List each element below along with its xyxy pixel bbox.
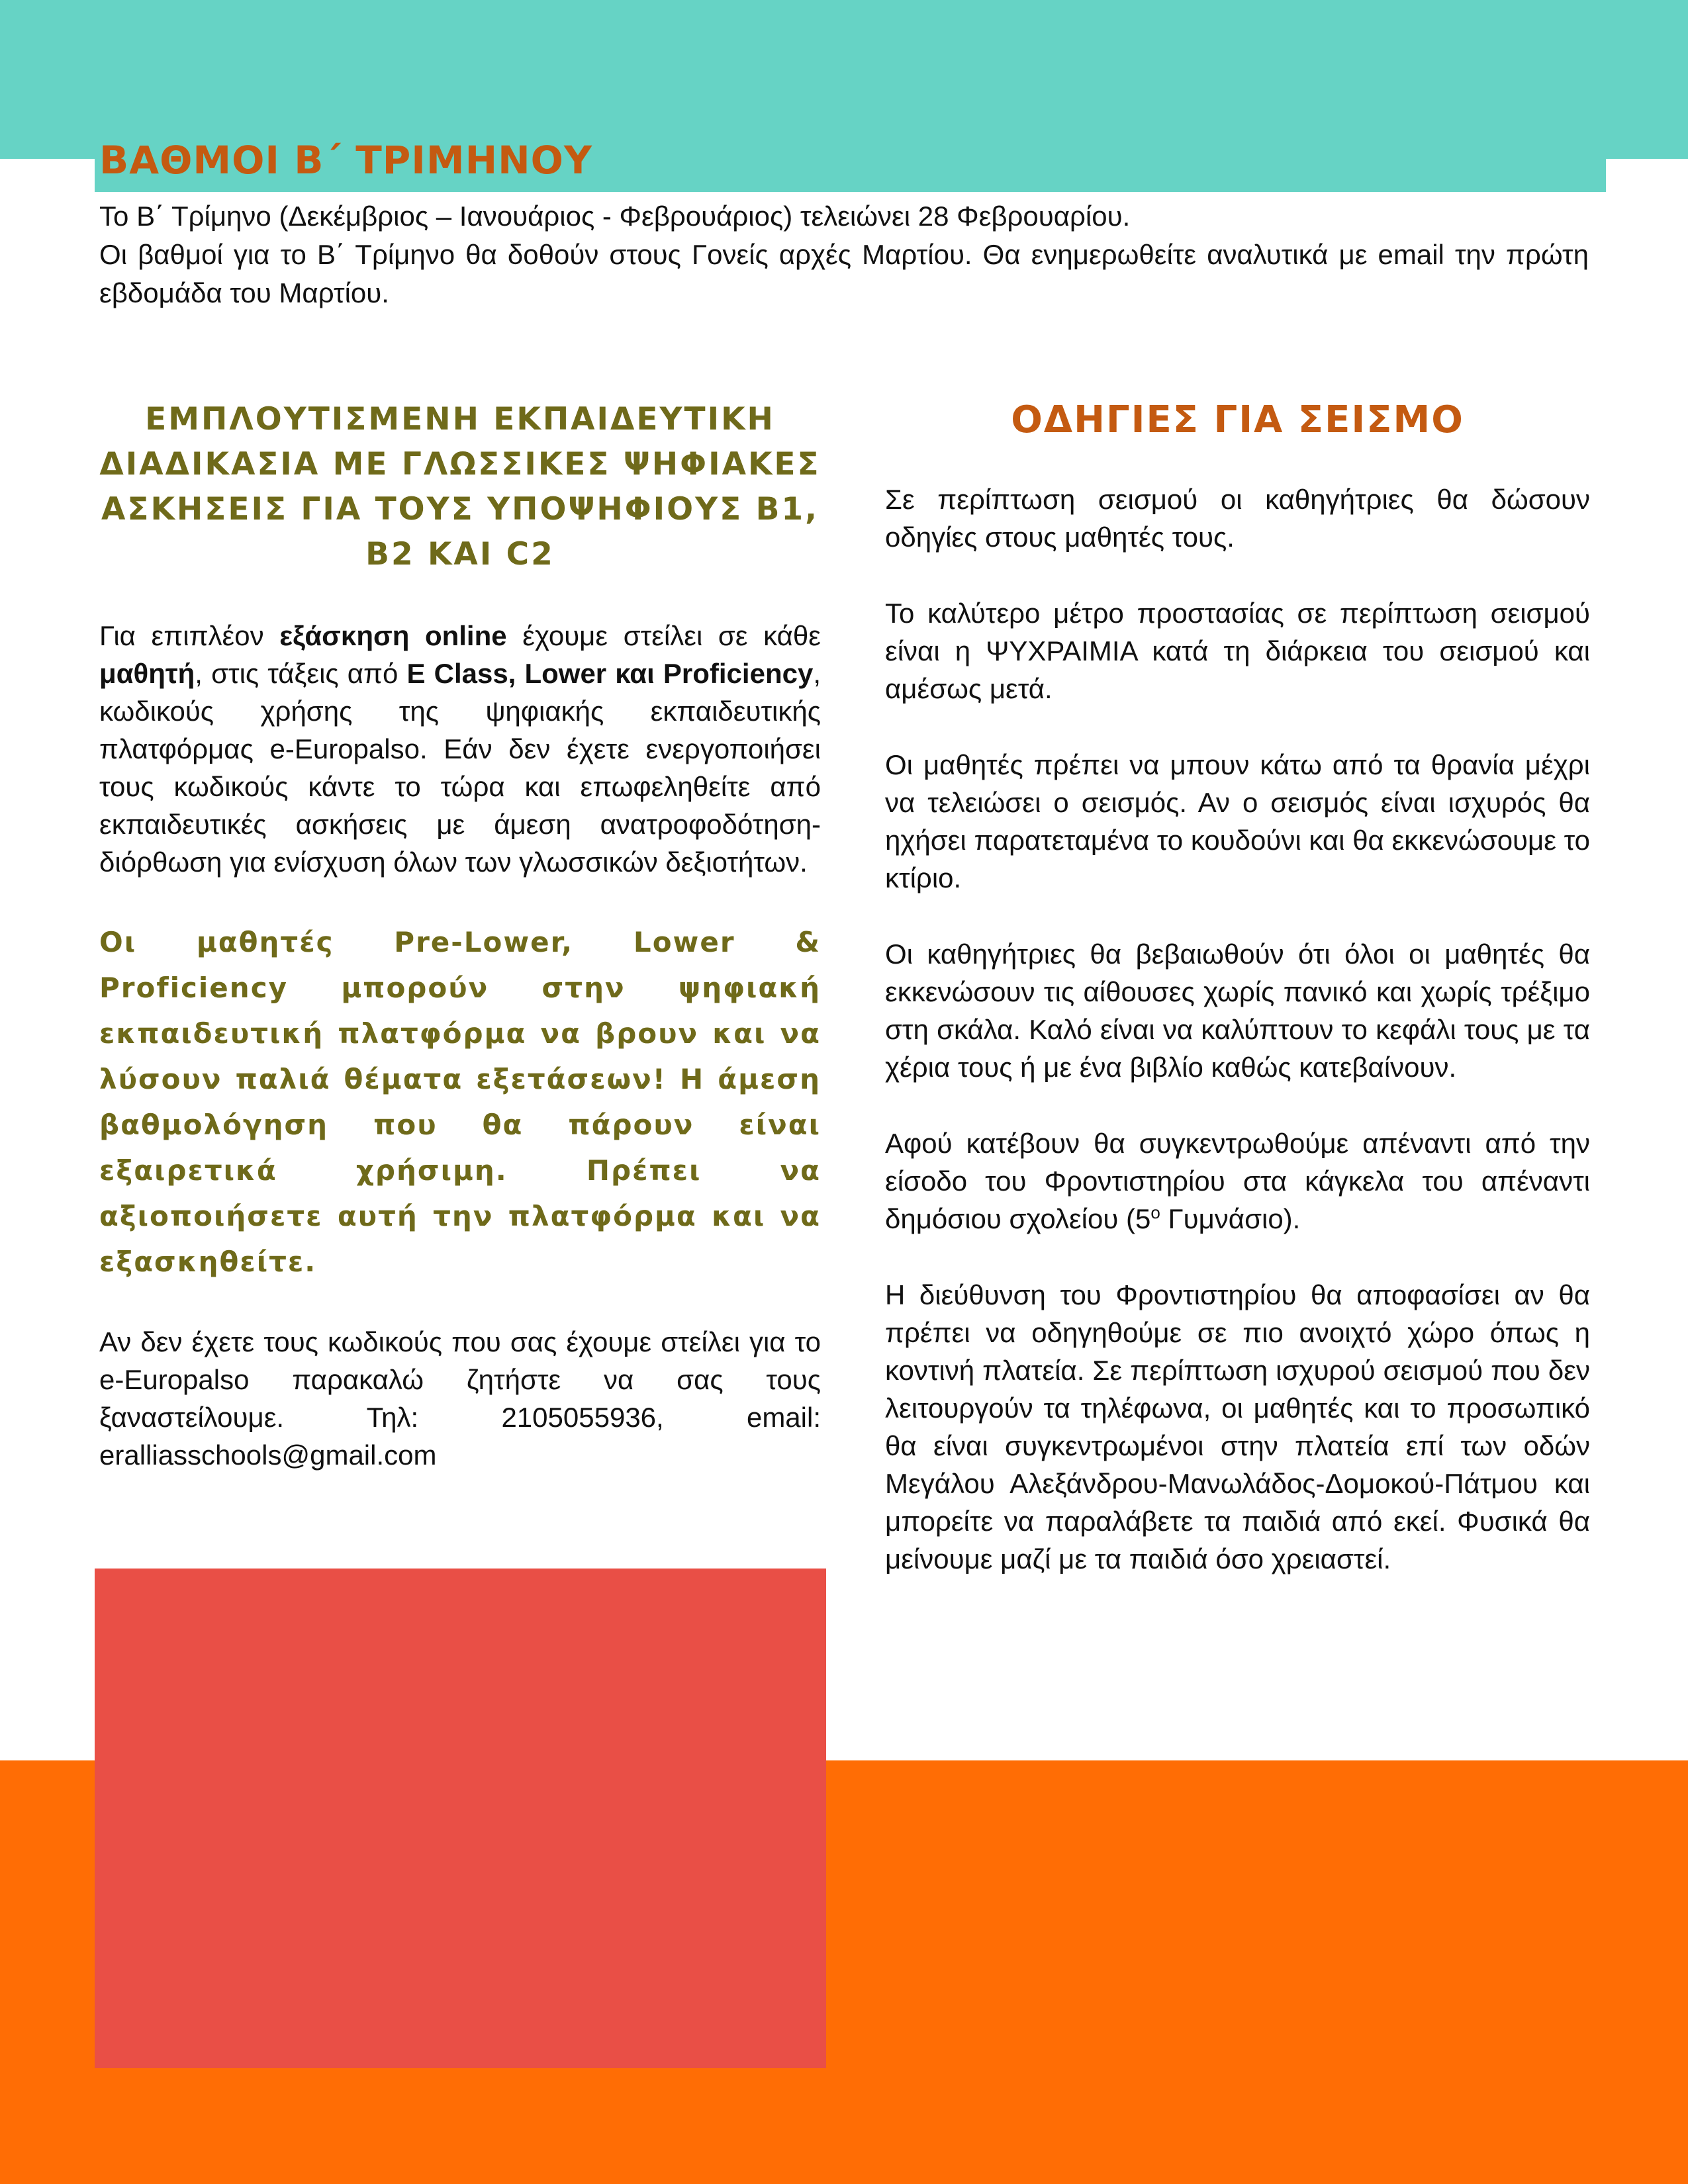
bold-run: μαθητή — [99, 658, 195, 689]
red-decorative-block — [95, 1569, 826, 2068]
text-run: Γυμνάσιο). — [1160, 1203, 1301, 1234]
earthquake-paragraph-2: Το καλύτερο μέτρο προστασίας σε περίπτωση σεισμού είναι η ΨΥΧΡΑΙΜΙΑ κατά τη διάρκεια του σεισμού και αμέσως μετά. — [885, 598, 1590, 704]
earthquake-paragraph-1: Σε περίπτωση σεισμού οι καθηγήτριες θα δώσουν οδηγίες στους μαθητές τους. — [885, 484, 1590, 553]
digital-exercises-heading: ΕΜΠΛΟΥΤΙΣΜΕΝΗ ΕΚΠΑΙΔΕΥΤΙΚΗ ΔΙΑΔΙΚΑΣΙΑ ΜΕ ΓΛΩΣΣΙΚΕΣ ΨΗΦΙΑΚΕΣ ΑΣΚΗΣΕΙΣ ΓΙΑ ΤΟΥΣ ΥΠΟΨΗΦΙΟΥΣ B1, B2 ΚΑΙ C2 — [99, 401, 821, 572]
right-column — [885, 397, 1590, 1616]
text-run: Για επιπλέον — [99, 620, 280, 651]
bold-run: εξάσκηση online — [279, 620, 507, 651]
earthquake-paragraph-5 — [885, 1124, 1590, 1238]
top-teal-band-left — [0, 0, 95, 159]
earthquake-paragraph-6: Η διεύθυνση του Φροντιστηρίου θα αποφασίσει αν θα πρέπει να οδηγηθούμε σε πιο ανοιχτό χώρο όπως η κοντινή πλατεία. Σε περίπτωση ισχυρού σεισμού που δεν λειτουργούν τα τηλέφωνα, οι μαθητές και το προσωπικό θα είναι συγκεντρωμένοι στην πλατεία επί των οδών Μεγάλου Αλεξάνδρου-Μανωλάδος-Δομοκού-Πάτμου και μπορείτε να παραλάβετε τα παιδιά από εκεί. Φυσικά θα μείνουμε μαζί με τα παιδιά όσο χρειαστεί. — [885, 1279, 1590, 1574]
earthquake-paragraph-3: Οι μαθητές πρέπει να μπουν κάτω από τα θρανία μέχρι να τελειώσει ο σεισμός. Αν ο σεισμός είναι ισχυρός θα ηχήσει παρατεταμένα το κουδούνι και θα εκκενώσουμε το κτίριο. — [885, 749, 1590, 893]
online-practice-paragraph — [99, 617, 821, 881]
text-run: , κωδικούς χρήσης της ψηφιακής εκπαιδευτικής πλατφόρμας e-Europalso. Εάν δεν έχετε ενεργοποιήσει τους κωδικούς κάντε το τώρα και επωφεληθείτε από εκπαιδευτικές ασκήσεις με άμεση ανατροφοδότηση-διόρθωση για ενίσχυση όλων των γλωσσικών δεξιοτήτων. — [99, 658, 821, 878]
text-run: Αφού κατέβουν θα συγκεντρωθούμε απέναντι από την είσοδο του Φροντιστηρίου στα κάγκελα του απέναντι δημόσιου σχολείου (5 — [885, 1128, 1590, 1234]
bold-run: E Class, Lower και Proficiency — [406, 658, 814, 689]
past-exams-paragraph: Οι μαθητές Pre-Lower, Lower & Proficiency μπορούν στην ψηφιακή εκπαιδευτική πλατφόρμα να βρουν και να λύσουν παλιά θέματα εξετάσεων! Η άμεση βαθμολόγηση που θα πάρουν είναι εξαιρετικά χρήσιμη. Πρέπει να αξιοποιήσετε αυτή την πλατφόρμα και να εξασκηθείτε. — [99, 926, 821, 1278]
contact-paragraph: Αν δεν έχετε τους κωδικούς που σας έχουμε στείλει για το e-Europalso παρακαλώ ζητήστε να σας τους ξαναστείλουμε. Τηλ: 2105055936, email: eralliasschools@gmail.com — [99, 1326, 821, 1471]
grades-line-2: Οι βαθμοί για το Β΄ Τρίμηνο θα δοθούν στους Γονείς αρχές Μαρτίου. Θα ενημερωθείτε αναλυτικά με email την πρώτη εβδομάδα του Μαρτίου. — [99, 239, 1589, 308]
text-run: , στις τάξεις από — [195, 658, 407, 689]
top-teal-band-right — [1606, 0, 1688, 159]
text-run: έχουμε στείλει σε κάθε — [506, 620, 821, 651]
earthquake-heading: ΟΔΗΓΙΕΣ ΓΙΑ ΣΕΙΣΜΟ — [1011, 398, 1464, 441]
grades-line-1: Το Β΄ Τρίμηνο (Δεκέμβριος – Ιανουάριος - Φεβρουάριος) τελειώνει 28 Φεβρουαρίου. — [99, 201, 1131, 232]
grades-title: ΒΑΘΜΟΙ Β΄ ΤΡΙΜΗΝΟΥ — [99, 138, 592, 183]
grades-text — [99, 197, 1589, 312]
superscript: ο — [1150, 1203, 1160, 1222]
left-column — [99, 397, 821, 1512]
earthquake-paragraph-4: Οι καθηγήτριες θα βεβαιωθούν ότι όλοι οι μαθητές θα εκκενώσουν τις αίθουσες χωρίς πανικό και χωρίς τρέξιμο στη σκάλα. Καλό είναι να καλύπτουν το κεφάλι τους με τα χέρια τους ή με ένα βιβλίο καθώς κατεβαίνουν. — [885, 938, 1590, 1083]
